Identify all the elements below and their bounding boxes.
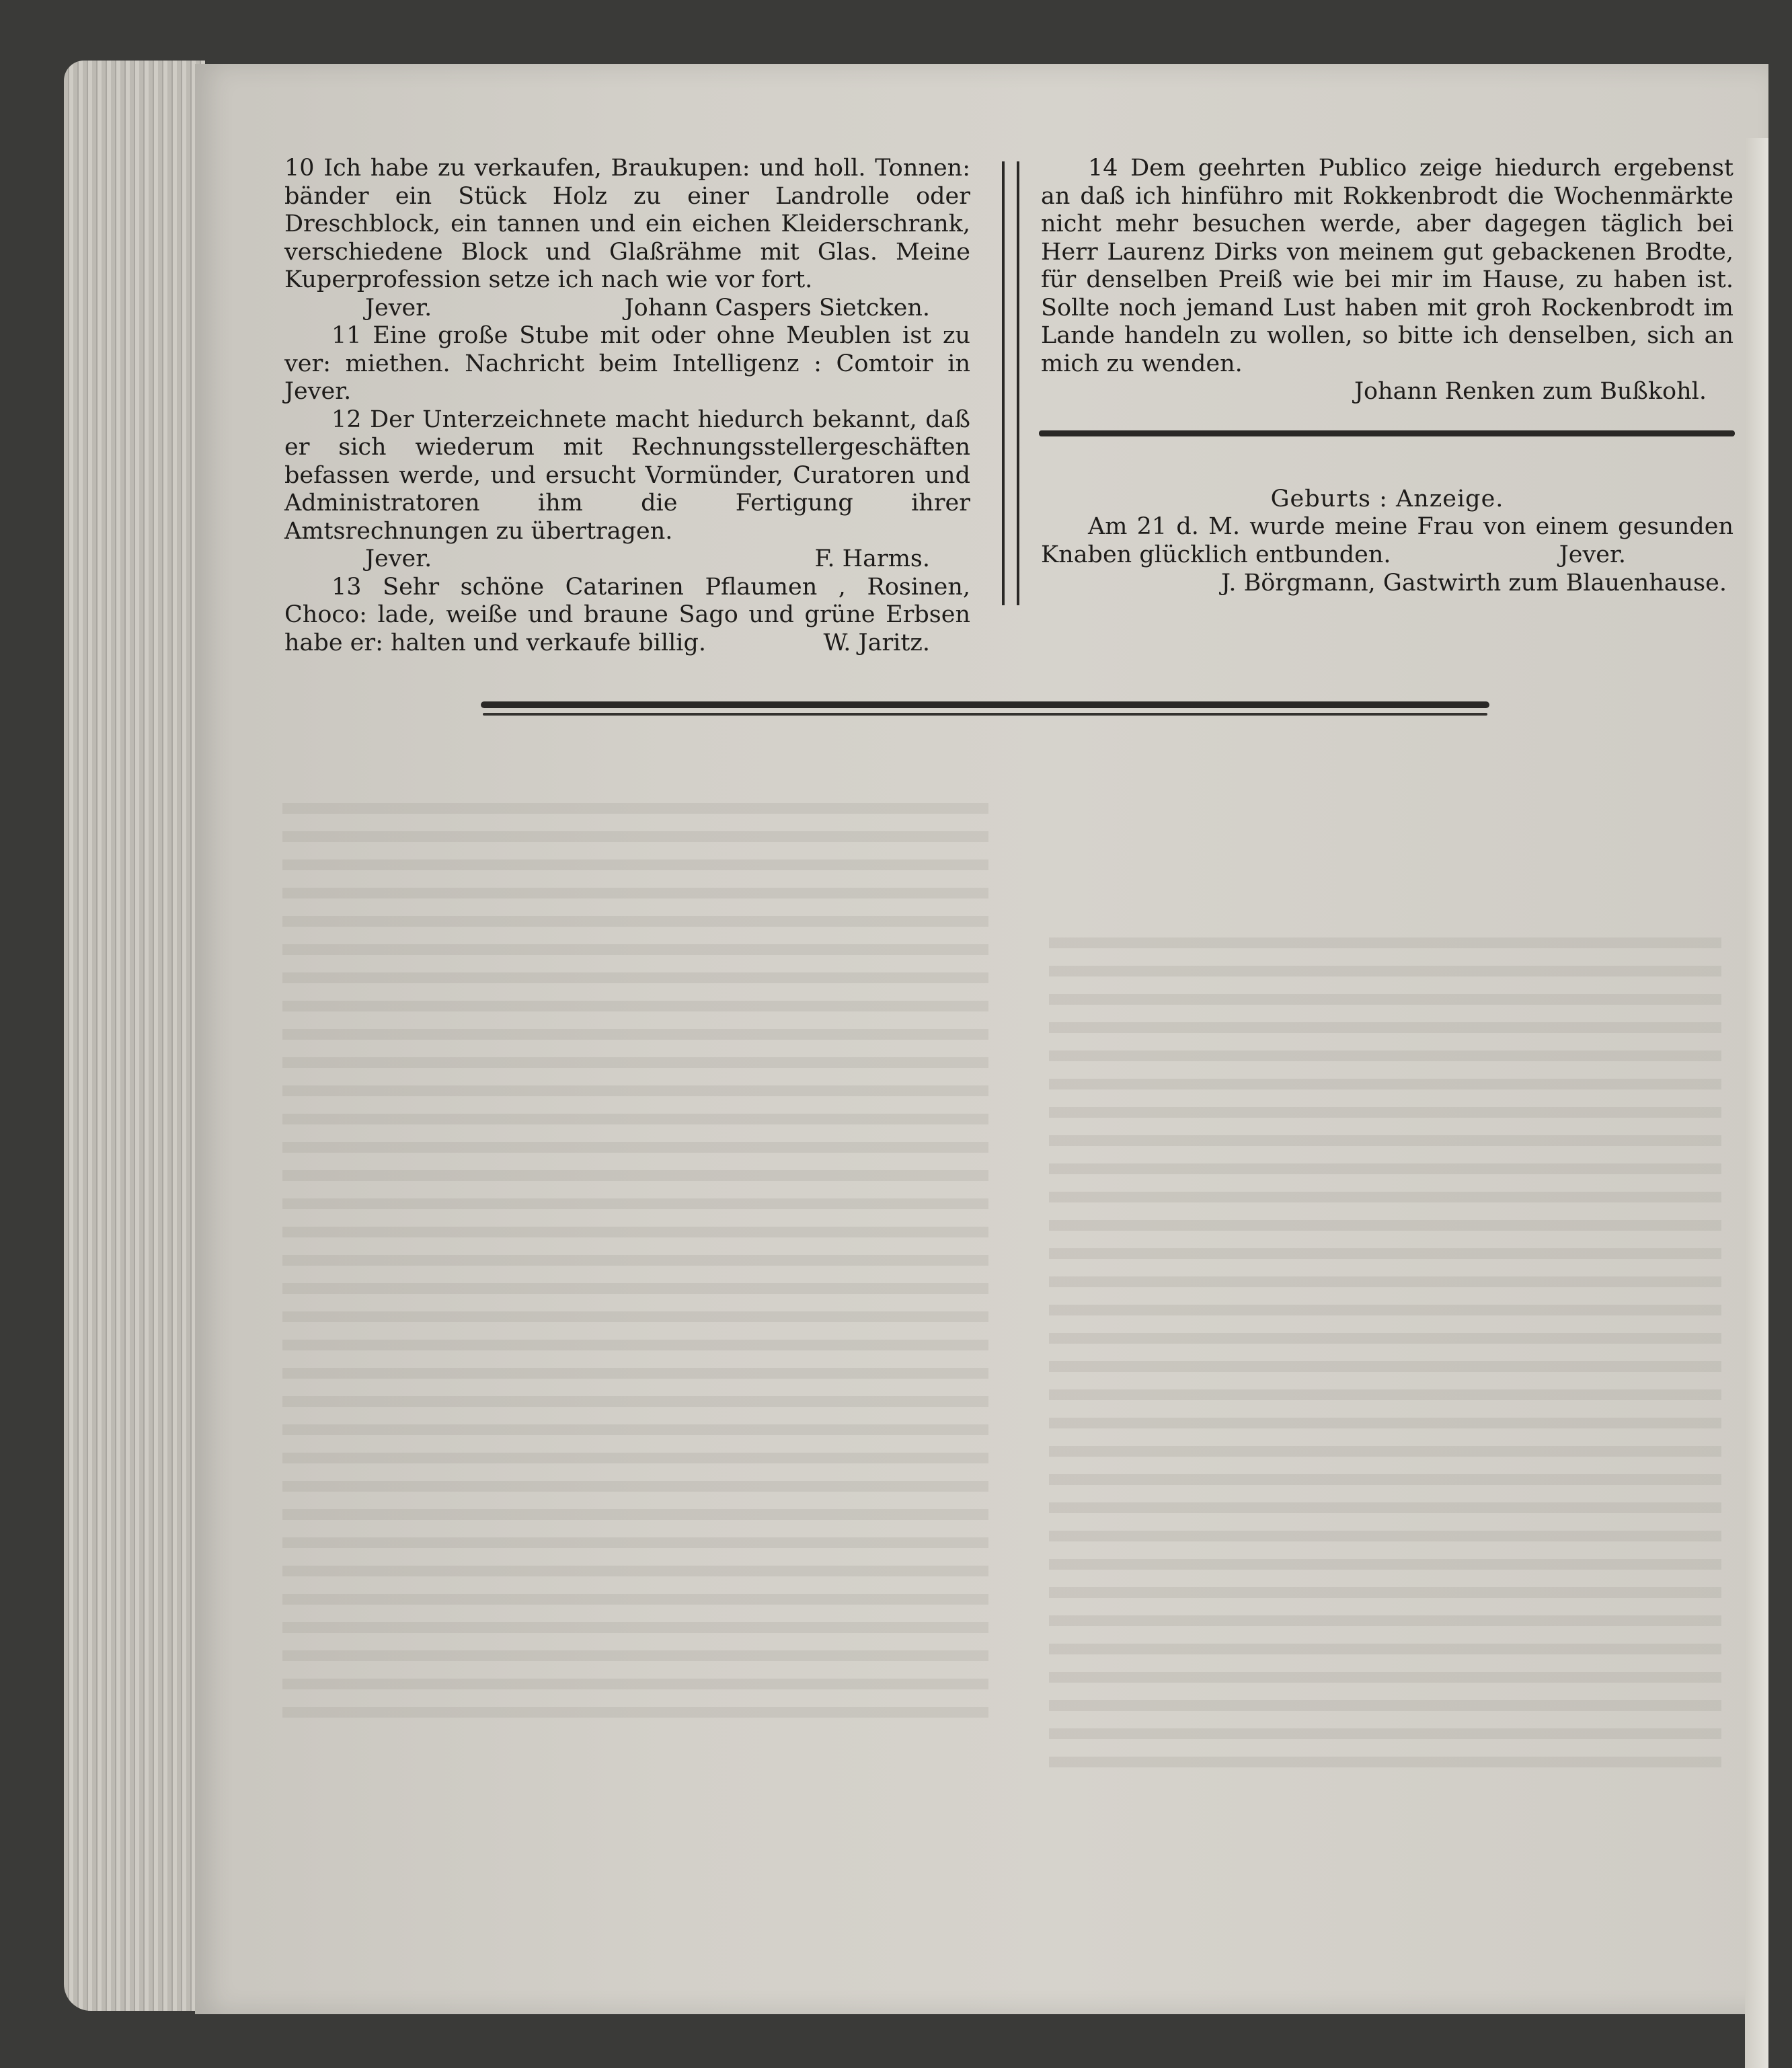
advert-10-name: Johann Caspers Sietcken.: [624, 294, 930, 321]
end-rule: [481, 701, 1489, 708]
advert-10-signature: [284, 295, 970, 323]
advert-14-name: Johann Renken zum Bußkohl.: [1354, 378, 1707, 405]
left-column: [284, 155, 970, 658]
advert-14-text: 14 Dem geehrten Publico zeige hiedurch ergebenst an daß ich hinführo mit Rokkenbrodt die Wochenmärkte nicht mehr besuchen werde, aber dagegen täglich bei Herr Laurenz Dirks von meinem gut gebackenen Brodte, für denselben Preiß wie bei mir im Hause, zu haben ist. Sollte noch jemand Lust haben mit groh Rockenbrodt im Lande handeln zu wollen, so bitte ich denselben, sich an mich zu wenden.: [1041, 155, 1733, 377]
advert-10-place: Jever.: [365, 294, 432, 321]
birth-announcement-name: J. Börgmann, Gastwirth zum Blauenhause.: [1221, 569, 1727, 597]
column-divider: [1002, 161, 1019, 605]
birth-announcement-heading: Geburts : Anzeige.: [1270, 485, 1504, 512]
right-column: [1041, 155, 1733, 597]
birth-announcement-place: Jever.: [1559, 541, 1626, 568]
advert-12-name: F. Harms.: [814, 545, 930, 572]
advert-12-text: 12 Der Unterzeichnete macht hiedurch bekannt, daß er sich wiederum mit Rechnungsstellergeschäften befassen werde, und ersucht Vormünder, Curatoren und Administratoren ihm die Fertigung ihrer Amtsrechnungen zu übertragen.: [284, 406, 970, 545]
advert-12-signature: [284, 545, 970, 574]
page-right-edge: [1745, 138, 1768, 2068]
advert-11-text: 11 Eine große Stube mit oder ohne Meublen ist zu ver: miethen. Nachricht beim Intelligenz : Comtoir in Jever.: [284, 322, 970, 405]
bleed-through-right: [1049, 928, 1721, 1775]
bleed-through-left: [282, 794, 988, 1735]
advert-13-text: 13 Sehr schöne Catarinen Pflaumen , Rosinen, Choco: lade, weiße und braune Sago und grüne Erbsen habe er: halten und verkaufe billig.: [284, 573, 970, 656]
right-section-rule: [1039, 430, 1735, 436]
advert-10-text: 10 Ich habe zu verkaufen, Braukupen: und holl. Tonnen: bänder ein Stück Holz zu einer Landrolle oder Dreschblock, ein tannen und ein eichen Kleiderschrank, verschiedene Block und Glaßrähme mit Glas. Meine Kuperprofession setze ich nach wie vor fort.: [284, 155, 970, 293]
book-page-edges: [64, 61, 205, 2011]
birth-announcement-text: Am 21 d. M. wurde meine Frau von einem gesunden Knaben glücklich entbunden.: [1041, 513, 1733, 568]
advert-13-name: W. Jaritz.: [823, 629, 930, 656]
advert-12-place: Jever.: [365, 545, 432, 572]
